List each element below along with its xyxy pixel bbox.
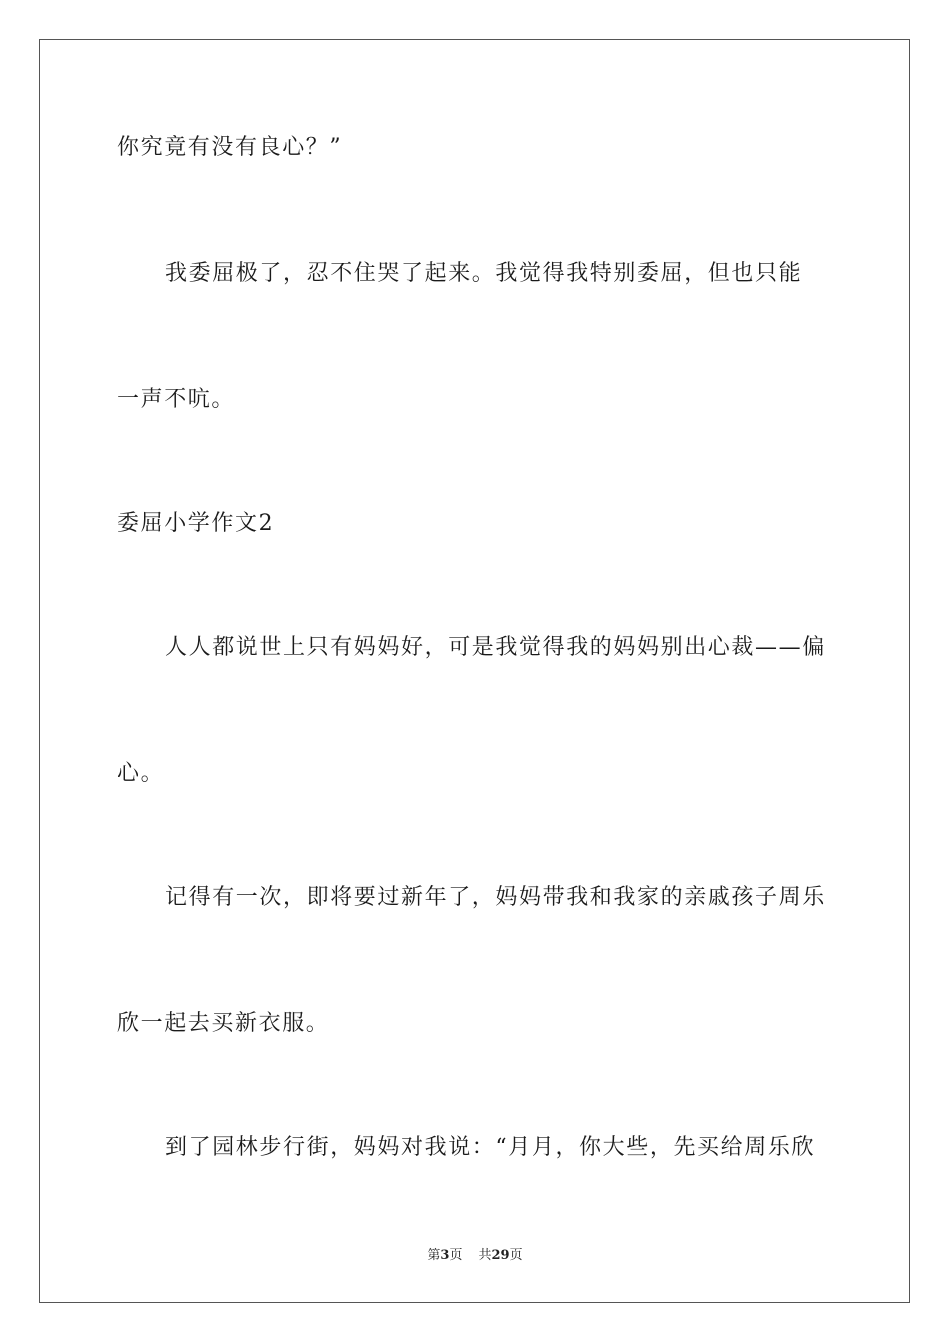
text-line: 心。 [117, 761, 165, 786]
page-border [39, 39, 910, 1303]
text-line: 一声不吭。 [117, 387, 236, 412]
paragraph-line: 记得有一次，即将要过新年了，妈妈带我和我家的亲戚孩子周乐 [165, 885, 826, 910]
section-heading: 委屈小学作文2 [117, 511, 275, 536]
footer-total-prefix: 共 [478, 1248, 492, 1263]
paragraph-line: 人人都说世上只有妈妈好，可是我觉得我的妈妈别出心裁——偏 [165, 635, 826, 660]
footer-total-pages: 29 [491, 1248, 510, 1263]
footer-total-suffix: 页 [509, 1248, 523, 1263]
paragraph-line: 我委屈极了，忍不住哭了起来。我觉得我特别委屈，但也只能 [165, 261, 803, 286]
text-line: 你究竟有没有良心？” [117, 135, 343, 160]
footer-page-prefix: 第 [427, 1248, 441, 1263]
page-footer [0, 1248, 950, 1264]
footer-page-number: 3 [440, 1248, 450, 1263]
footer-page-suffix: 页 [449, 1248, 463, 1263]
text-line: 欣一起去买新衣服。 [117, 1011, 330, 1036]
paragraph-line: 到了园林步行街，妈妈对我说：“月月，你大些，先买给周乐欣 [165, 1135, 816, 1160]
